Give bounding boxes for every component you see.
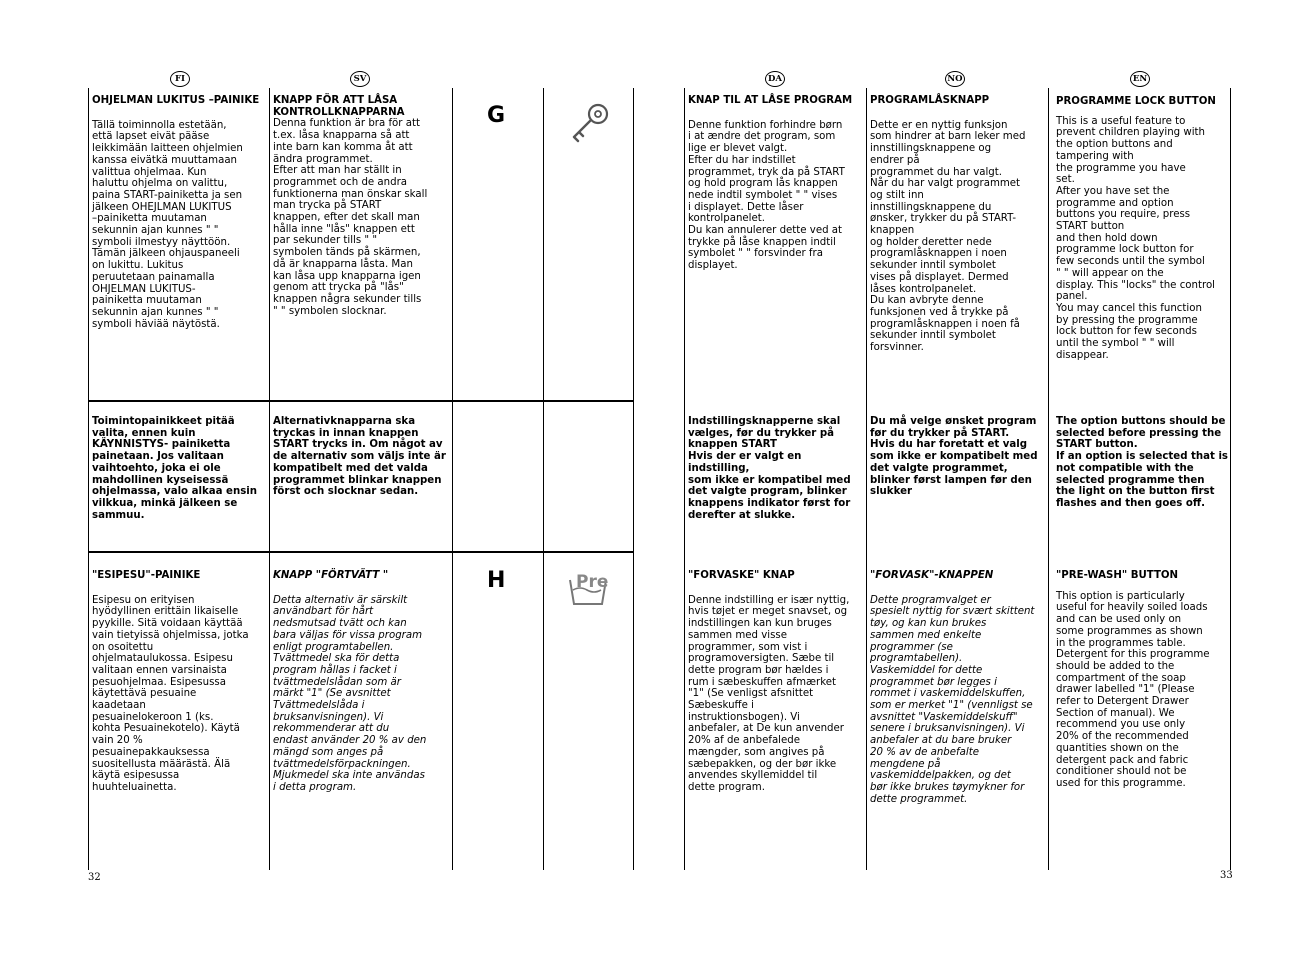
no-prewash-title: "FORVASK"-KNAPPEN bbox=[870, 570, 994, 581]
no-option-note: Du må velge ønsket program før du trykker på START. Hvis du har foretatt et valg som ikke er kompatibelt med det valgte programmet, blinker først lampen før den slukker bbox=[870, 416, 1038, 498]
sv-lock-section bbox=[273, 95, 451, 317]
da-prewash-body: Denne indstilling er især nyttig, hvis tøjet er meget snavset, og indstillingen kan kun bruges sammen med visse programmer, som vist i programoversigten. Sæbe til dette program bør hældes i rum i sæbeskuffen afmærket "1" (Se venligst afsnittet Sæbeskuffe i instruktionsbogen). Vi anbefaler, at De kun anvender 20% af de anbefalede mængder, som angives på sæbepakken, og der bør ikke anvendes skyllemiddel til dette program. bbox=[688, 594, 850, 793]
en-lock-body: This is a useful feature to prevent children playing with the option buttons and tampering with the programme you have set. After you have set the programme and option buttons you require, press START button and then hold down programme lock button for few seconds until the symbol " " will appear on the display. This "locks" the control panel. You may cancel this function by pressing the programme lock button for few seconds until the symbol " " will disappear. bbox=[1056, 115, 1216, 361]
no-prewash-body: Dette programvalget er spesielt nyttig for svært skittent tøy, og kan kun brukes sammen med enkelte programmer (se programtabellen). Vaskemiddel for dette programmet bør legges i rommet i vaskemiddelskuffen, som er merket "1" (vennligst se avsnittet "Vaskemiddelskuff" senere i bruksanvisningen). Vi anbefaler at du bare bruker 20 % av de anbefalte mengdene på vaskemiddelpakken, og det bør ikke brukes tøymykner for dette programmet. bbox=[870, 594, 1035, 805]
page-number-left: 32 bbox=[88, 872, 101, 883]
fi-prewash-body: Esipesu on erityisen hyödyllinen erittäin likaiselle pyykille. Sitä voidaan käyttää vain tietyissä ohjelmissa, jotka on osoitettu ohjelmataulukossa. Esipesu valitaan ennen varsinaista pesuohjelmaa. Esipesussa käytettävä pesuaine kaadetaan pesuainelokeroon 1 (ks. kohta Pesuainekotelo). Käytä vain 20 % pesuainepakkauksessa suositellusta määrästä. Älä käytä esipesussa huuhteluainetta. bbox=[92, 594, 249, 793]
en-option-note: The option buttons should be selected before pressing the START button. If an option is selected that is not compatible with the selected programme then the light on the button first flashes and then goes off. bbox=[1056, 416, 1228, 509]
no-prewash-section bbox=[870, 570, 1047, 805]
prewash-icon bbox=[568, 572, 614, 608]
page-number-right: 33 bbox=[1220, 870, 1233, 881]
en-prewash-title: "PRE-WASH" BUTTON bbox=[1056, 570, 1179, 581]
da-prewash-title: "FORVASKE" KNAP bbox=[688, 570, 795, 581]
prewash-icon-text: Pre bbox=[576, 572, 609, 592]
fi-lock-body: Tällä toiminnolla estetään, että lapset eivät pääse leikkimään laitteen ohjelmien kanssa eivätkä muuttamaan valittua ohjelmaa. Kun haluttu ohjelma on valittu, paina START-painiketta ja sen jälkeen OHEJLMAN LUKITUS –painiketta muutaman sekunnin ajan kunnes " " symboli ilmestyy näyttöön. Tämän jälkeen ohjauspaneeli on lukittu. Lukitus peruutetaan painamalla OHJELMAN LUKITUS- painiketta muutaman sekunnin ajan kunnes " " symboli häviää näytöstä. bbox=[92, 119, 243, 330]
lang-badge-fi: FI bbox=[170, 71, 190, 87]
column-divider bbox=[633, 88, 634, 870]
en-lock-section bbox=[1056, 96, 1230, 361]
da-lock-body: Denne funktion forhindre børn i at ændre det program, som lige er blevet valgt. Efter du har indstillet programmet, tryk da på START og hold program lås knappen nede indtil symbolet " " vises i displayet. Dette låser kontrolpanelet. Du kan annulerer dette ved at trykke på låse knappen indtil symbolet " " forsvinder fra displayet. bbox=[688, 119, 845, 272]
da-option-section bbox=[688, 416, 865, 521]
lang-badge-sv: SV bbox=[350, 71, 370, 87]
column-divider bbox=[88, 88, 89, 870]
sv-option-section bbox=[273, 416, 451, 498]
no-lock-body: Dette er en nyttig funksjon som hindrer at barn leker med innstillingsknappene og endrer på programmet du har valgt. Når du har valgt programmet og stilt inn innstillingsknappene du ønsker, trykker du på START- knappen og holder deretter nede programlåsknappen i noen sekunder inntil symbolet vises på displayet. Dermed låses kontrolpanelet. Du kan avbryte denne funksjonen ved å trykke på programlåsknappen i noen få sekunder inntil symbolet forsvinner. bbox=[870, 119, 1026, 354]
lang-badge-no: NO bbox=[945, 71, 965, 87]
column-divider bbox=[1230, 88, 1231, 870]
column-divider bbox=[684, 88, 685, 870]
sv-option-note: Alternativknapparna ska tryckas in innan knappen START trycks in. Om något av de alternativ som väljs inte är kompatibelt med det valda programmet blinkar knappen först och slocknar sedan. bbox=[273, 416, 446, 498]
sv-prewash-section bbox=[273, 570, 451, 794]
sv-column bbox=[273, 95, 451, 875]
fi-prewash-title: "ESIPESU"-PAINIKE bbox=[92, 570, 201, 581]
da-lock-section bbox=[688, 95, 865, 272]
sv-prewash-body: Detta alternativ är särskilt användbart för hårt nedsmutsad tvätt och kan bara väljas för vissa program enligt programtabellen. Tvättmedel ska för detta program hållas i facket i tvättmedelslådan som är märkt "1" (Se avsnittet Tvättmedelslåda i bruksanvisningen). Vi rekommenderar att du endast använder 20 % av den mängd som anges på tvättmedelsförpackningen. Mjukmedel ska inte användas i detta program. bbox=[273, 594, 427, 793]
no-lock-title: PROGRAMLÅSKNAPP bbox=[870, 95, 990, 106]
column-divider bbox=[1048, 88, 1049, 870]
fi-lock-title: OHJELMAN LUKITUS –PAINIKE bbox=[92, 95, 260, 106]
en-lock-title: PROGRAMME LOCK BUTTON bbox=[1056, 96, 1216, 107]
da-lock-title: KNAP TIL AT LÅSE PROGRAM bbox=[688, 95, 853, 106]
sv-lock-body: Denna funktion är bra för att t.ex. låsa knapparna så att inte barn kan komma åt att ändra programmet. Efter att man har ställt in programmet och de andra funktionerna man önskar skall man trycka på START knappen, efter det skall man hålla inne "lås" knappen ett par sekunder tills " " symbolen tänds på skärmen, då är knapparna låsta. Man kan låsa upp knapparna igen genom att trycka på "lås" knappen några sekunder tills " " symbolen slocknar. bbox=[273, 118, 428, 317]
no-option-section bbox=[870, 416, 1047, 498]
en-prewash-body: This option is particularly useful for heavily soiled loads and can be used only on some programmes as shown in the programmes table. Detergent for this programme should be added to the compartment of the soap drawer labelled "1" (Please refer to Detergent Drawer Section of manual). We recommend you use only 20% of the recommended quantities shown on the detergent pack and fabric conditioner should not be used for this programme. bbox=[1056, 590, 1210, 789]
en-option-section bbox=[1056, 416, 1230, 510]
fi-column bbox=[92, 95, 268, 875]
da-column bbox=[688, 95, 865, 875]
en-column bbox=[1056, 96, 1230, 876]
da-prewash-section bbox=[688, 570, 865, 794]
fi-prewash-section bbox=[92, 570, 268, 794]
key-icon bbox=[568, 100, 612, 144]
fi-option-section bbox=[92, 416, 268, 521]
fi-lock-section bbox=[92, 95, 268, 330]
section-letter-h: H bbox=[487, 568, 506, 593]
section-letter-g: G bbox=[487, 103, 506, 128]
en-prewash-section bbox=[1056, 570, 1230, 790]
sv-lock-title: KNAPP FÖR ATT LÅSA KONTROLLKNAPPARNA bbox=[273, 95, 405, 118]
lang-badge-en: EN bbox=[1130, 71, 1150, 87]
column-divider bbox=[543, 88, 544, 870]
lang-badge-da: DA bbox=[765, 71, 785, 87]
column-divider bbox=[269, 88, 270, 870]
fi-option-note: Toimintopainikkeet pitää valita, ennen kuin KÄYNNISTYS- painiketta painetaan. Jos valitaan vaihtoehto, joka ei ole mahdollinen kyseisessä ohjelmassa, valo alkaa ensin vilkkua, minkä jälkeen se sammuu. bbox=[92, 416, 258, 521]
column-divider bbox=[866, 88, 867, 870]
da-option-note: Indstillingsknapperne skal vælges, før du trykker på knappen START Hvis der er valgt en indstilling, som ikke er kompatibel med det valgte program, blinker knappens indikator først for derefter at slukke. bbox=[688, 416, 851, 521]
sv-prewash-title: KNAPP "FÖRTVÄTT " bbox=[273, 570, 389, 581]
no-lock-section bbox=[870, 95, 1047, 354]
no-column bbox=[870, 95, 1047, 875]
column-divider bbox=[452, 88, 453, 870]
